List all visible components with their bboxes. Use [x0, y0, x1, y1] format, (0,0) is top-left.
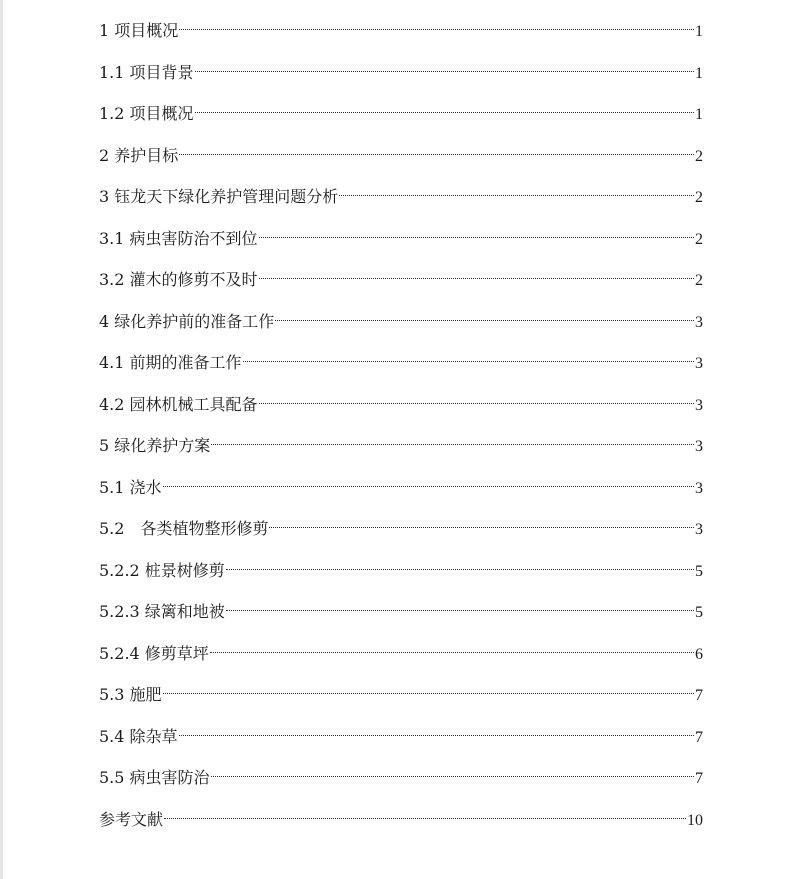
toc-entry-page: 3 — [695, 397, 703, 414]
toc-entry-page: 3 — [695, 438, 703, 455]
toc-entry-page: 6 — [695, 646, 703, 663]
toc-entry-title: 1 项目概况 — [99, 21, 179, 40]
toc-entry[interactable] — [99, 757, 703, 787]
toc-entry[interactable] — [99, 550, 703, 580]
toc-entry-page: 3 — [695, 314, 703, 331]
toc-entry[interactable] — [99, 425, 703, 455]
toc-dot-leader — [210, 757, 695, 783]
toc-entry-page: 2 — [695, 272, 703, 289]
toc-entry[interactable] — [99, 674, 703, 704]
toc-entry-page: 1 — [695, 106, 703, 123]
toc-dot-leader — [338, 176, 695, 202]
toc-dot-leader — [209, 633, 695, 659]
toc-entry[interactable] — [99, 591, 703, 621]
toc-dot-leader — [162, 467, 695, 493]
toc-entry-page: 7 — [695, 729, 703, 746]
toc-entry-page: 2 — [695, 189, 703, 206]
toc-entry-page: 2 — [695, 148, 703, 165]
toc-entry-page: 1 — [695, 65, 703, 82]
toc-entry[interactable] — [99, 259, 703, 289]
toc-entry[interactable] — [99, 508, 703, 538]
page-left-edge — [0, 0, 3, 879]
toc-entry-title: 5.2.2 桩景树修剪 — [99, 561, 225, 580]
toc-entry[interactable] — [99, 93, 703, 123]
toc-entry[interactable] — [99, 633, 703, 663]
toc-dot-leader — [274, 301, 695, 327]
toc-entry-page: 3 — [695, 355, 703, 372]
toc-dot-leader — [242, 342, 695, 368]
toc-entry-title: 4 绿化养护前的准备工作 — [99, 312, 275, 331]
toc-dot-leader — [210, 425, 695, 451]
toc-entry-title: 3.1 病虫害防治不到位 — [99, 229, 258, 248]
toc-dot-leader — [258, 218, 695, 244]
toc-dot-leader — [268, 508, 695, 534]
toc-entry[interactable] — [99, 342, 703, 372]
toc-entry-title: 4.2 园林机械工具配备 — [99, 395, 258, 414]
toc-entry-title: 5.3 施肥 — [99, 685, 162, 704]
toc-entry-title: 1.2 项目概况 — [99, 104, 194, 123]
toc-entry-page: 7 — [695, 770, 703, 787]
toc-entry-title: 5.2.4 修剪草坪 — [99, 644, 209, 663]
toc-entry-page: 5 — [695, 604, 703, 621]
toc-dot-leader — [162, 674, 695, 700]
toc-entry-title: 5 绿化养护方案 — [99, 436, 211, 455]
toc-entry[interactable] — [99, 135, 703, 165]
toc-entry-title: 1.1 项目背景 — [99, 63, 194, 82]
toc-entry-title: 4.1 前期的准备工作 — [99, 353, 242, 372]
toc-entry[interactable] — [99, 716, 703, 746]
toc-entry-page: 1 — [695, 23, 703, 40]
toc-dot-leader — [163, 799, 687, 825]
toc-dot-leader — [225, 591, 695, 617]
toc-entry-page: 7 — [695, 687, 703, 704]
toc-entry[interactable] — [99, 218, 703, 248]
toc-entry-title: 5.2 各类植物整形修剪 — [99, 519, 269, 538]
toc-entry-title: 3 钰龙天下绿化养护管理问题分析 — [99, 187, 339, 206]
toc-dot-leader — [178, 135, 695, 161]
toc-dot-leader — [178, 716, 695, 742]
toc-dot-leader — [194, 93, 695, 119]
toc-entry[interactable] — [99, 10, 703, 40]
toc-dot-leader — [178, 10, 695, 36]
toc-entry[interactable] — [99, 799, 703, 829]
toc-entry-page: 5 — [695, 563, 703, 580]
toc-entry-page: 10 — [687, 812, 703, 829]
toc-entry-page: 2 — [695, 231, 703, 248]
toc-entry-title: 5.5 病虫害防治 — [99, 768, 210, 787]
toc-entry-title: 2 养护目标 — [99, 146, 179, 165]
toc-entry[interactable] — [99, 176, 703, 206]
toc-dot-leader — [194, 52, 695, 78]
toc-entry-title: 参考文献 — [99, 810, 164, 829]
toc-entry-title: 5.1 浇水 — [99, 478, 162, 497]
toc-entry-title: 5.4 除杂草 — [99, 727, 178, 746]
toc-entry-title: 3.2 灌木的修剪不及时 — [99, 270, 258, 289]
toc-entry[interactable] — [99, 52, 703, 82]
toc-entry-page: 3 — [695, 521, 703, 538]
toc-entry[interactable] — [99, 467, 703, 497]
toc-entry-page: 3 — [695, 480, 703, 497]
toc-entry-title: 5.2.3 绿篱和地被 — [99, 602, 225, 621]
toc-dot-leader — [258, 259, 695, 285]
toc-dot-leader — [258, 384, 695, 410]
toc-entry[interactable] — [99, 384, 703, 414]
toc-entry[interactable] — [99, 301, 703, 331]
toc-dot-leader — [225, 550, 695, 576]
